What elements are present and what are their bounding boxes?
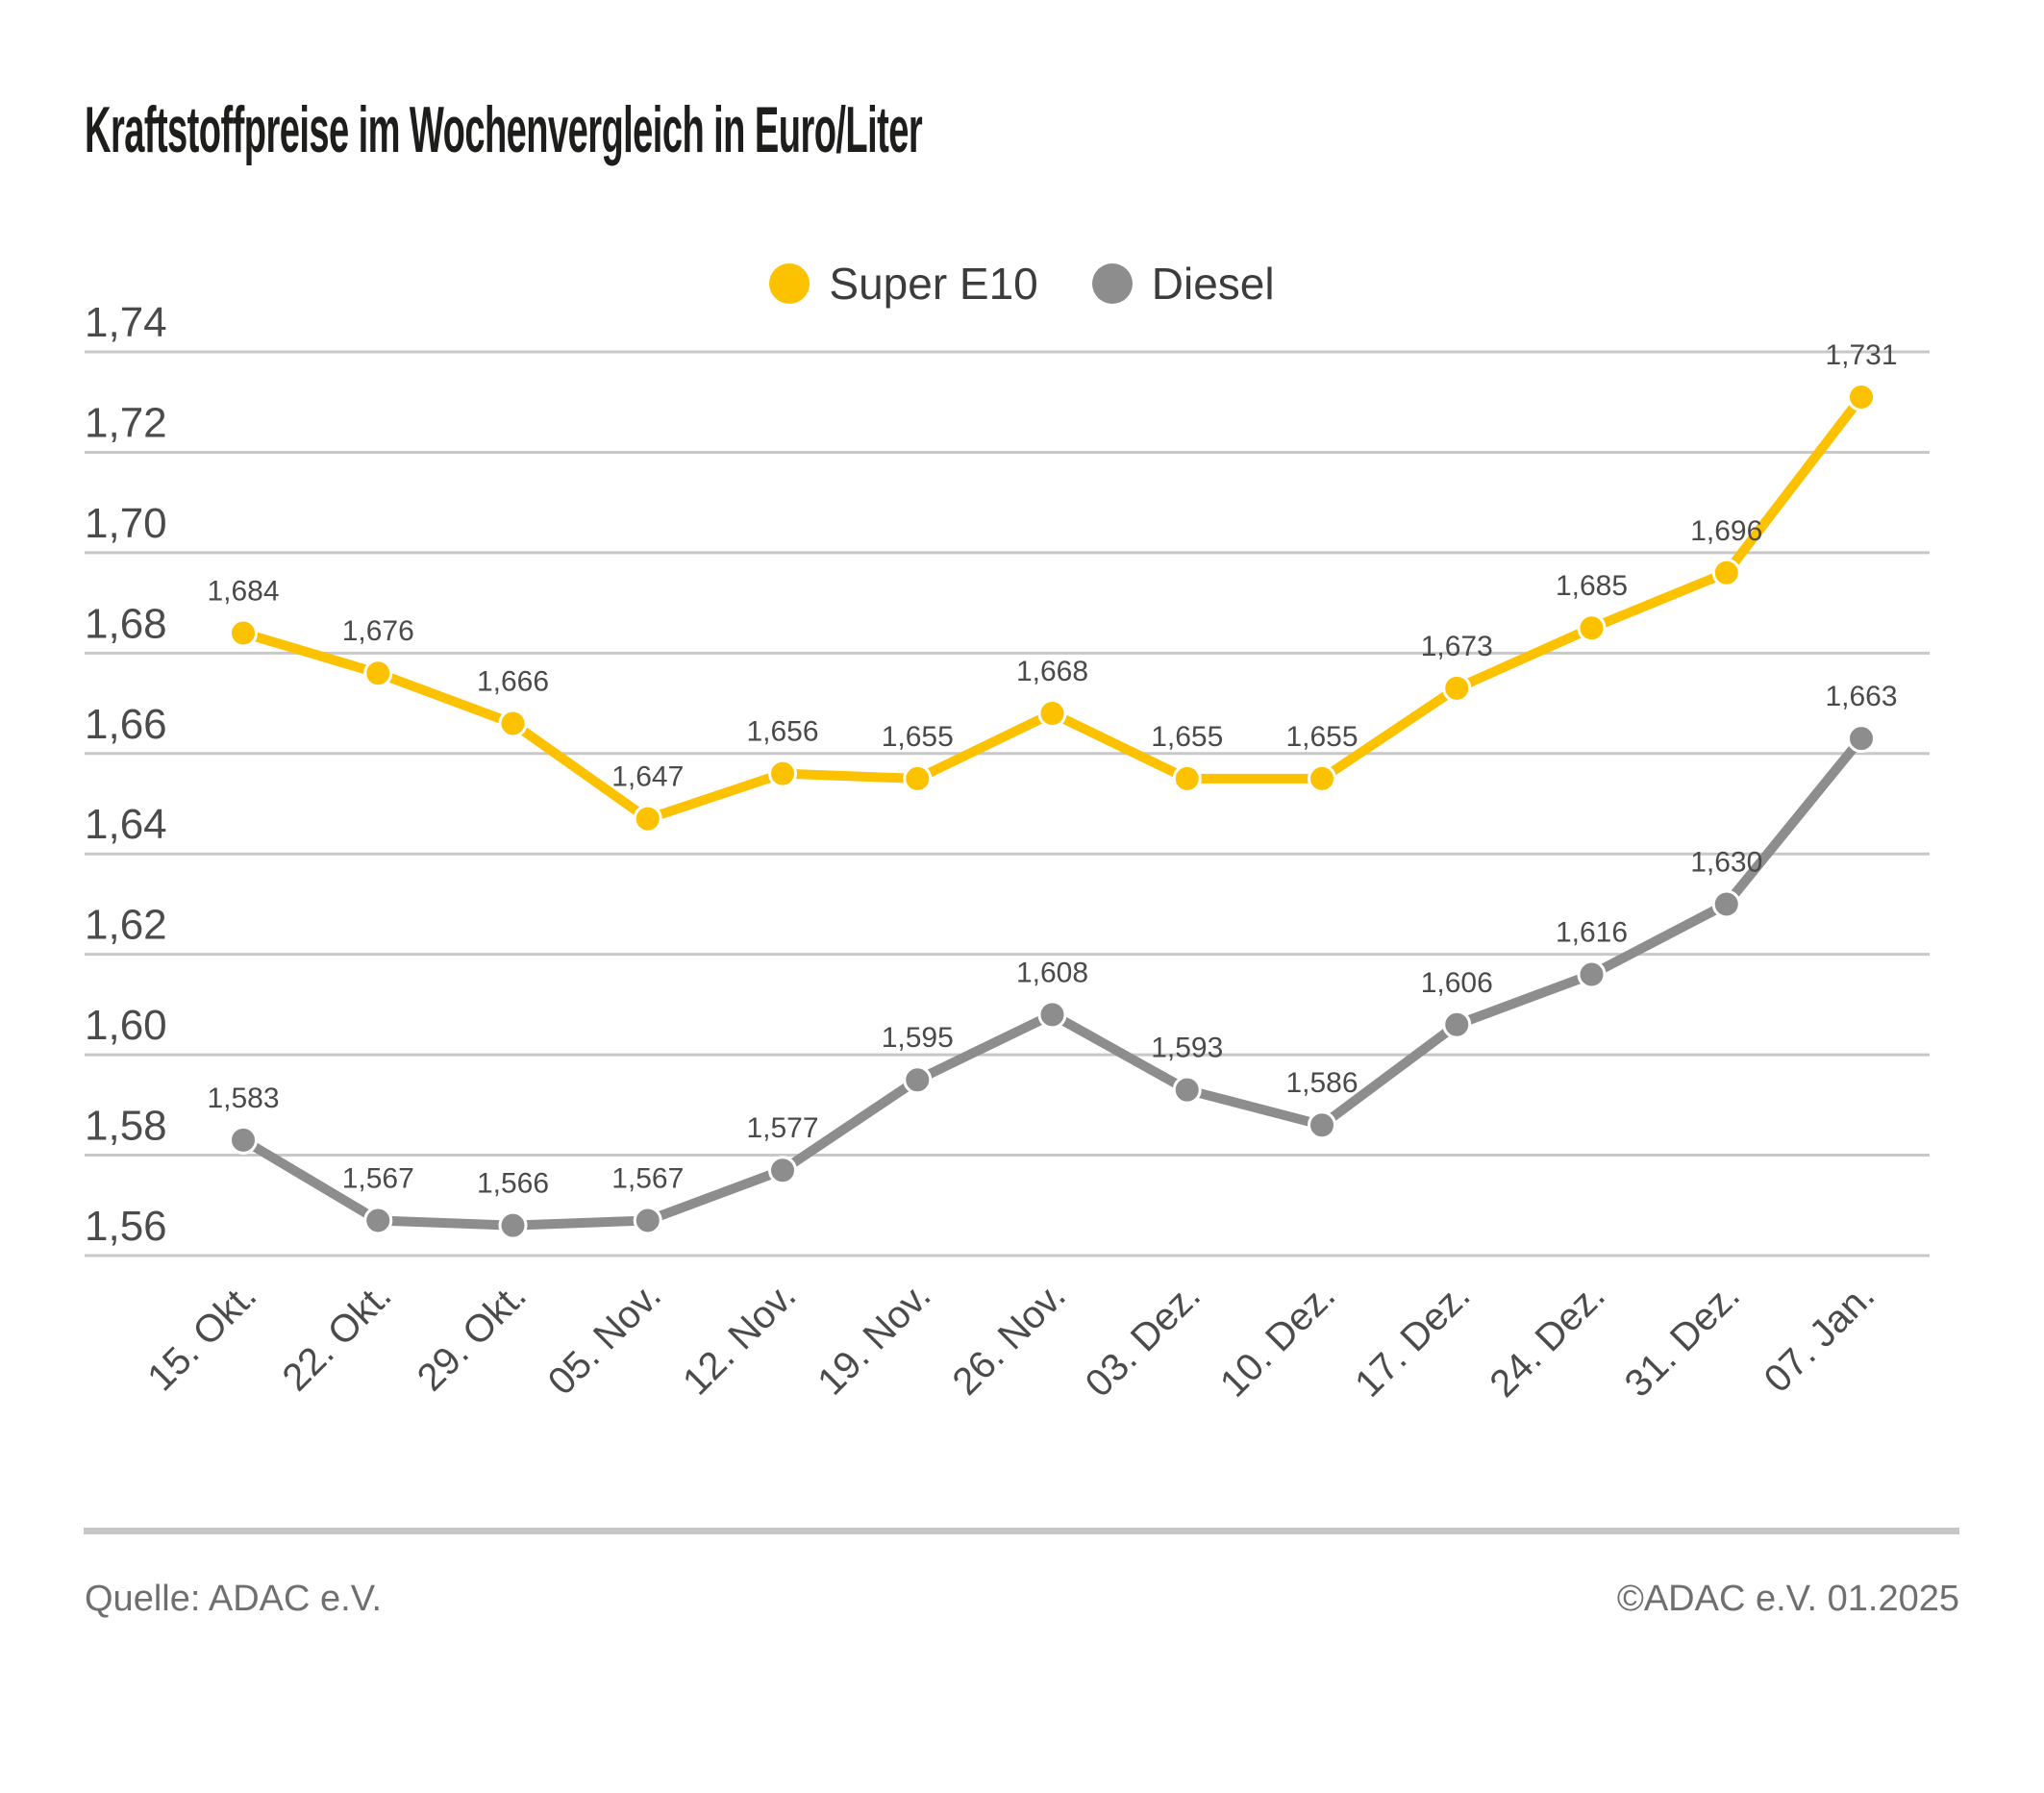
data-point-super-e10 (1174, 765, 1200, 791)
source-text: Quelle: ADAC e.V. (85, 1579, 383, 1619)
data-point-diesel (1444, 1011, 1470, 1037)
x-axis-label: 19. Nov. (810, 1274, 939, 1404)
value-label-diesel: 1,567 (341, 1162, 414, 1195)
data-point-diesel (1579, 961, 1605, 987)
x-axis-label: 17. Dez. (1347, 1274, 1479, 1406)
data-point-super-e10 (905, 765, 931, 791)
y-axis-tick-label: 1,74 (85, 299, 167, 346)
data-point-diesel (1849, 726, 1875, 752)
data-point-super-e10 (1579, 615, 1605, 641)
y-axis-tick-label: 1,68 (85, 600, 167, 648)
data-point-super-e10 (770, 760, 796, 786)
value-label-diesel: 1,567 (611, 1162, 685, 1195)
value-label-diesel: 1,630 (1690, 846, 1763, 879)
data-point-super-e10 (365, 660, 391, 686)
copyright-text: ©ADAC e.V. 01.2025 (1616, 1579, 1959, 1619)
value-label-diesel: 1,616 (1555, 916, 1629, 949)
y-axis-tick-label: 1,62 (85, 901, 167, 949)
data-point-super-e10 (635, 806, 661, 832)
value-label-diesel: 1,663 (1825, 681, 1898, 713)
value-label-super-e10: 1,684 (207, 575, 280, 608)
data-point-diesel (1309, 1112, 1335, 1138)
value-label-super-e10: 1,647 (611, 760, 685, 793)
value-label-diesel: 1,566 (476, 1167, 550, 1200)
value-label-diesel: 1,593 (1151, 1032, 1224, 1064)
value-label-super-e10: 1,685 (1555, 570, 1629, 603)
y-axis-tick-label: 1,66 (85, 700, 167, 748)
value-label-super-e10: 1,731 (1825, 339, 1898, 371)
y-axis-tick-label: 1,56 (85, 1203, 167, 1250)
x-axis-label: 31. Dez. (1616, 1274, 1749, 1406)
y-axis-tick-label: 1,72 (85, 399, 167, 447)
value-label-super-e10: 1,655 (1285, 720, 1359, 753)
data-point-super-e10 (1713, 560, 1739, 585)
y-axis-tick-label: 1,64 (85, 801, 167, 849)
y-axis-tick-label: 1,60 (85, 1002, 167, 1050)
data-point-super-e10 (231, 620, 257, 646)
value-label-super-e10: 1,655 (881, 720, 954, 753)
value-label-diesel: 1,583 (207, 1082, 280, 1114)
value-label-super-e10: 1,696 (1690, 514, 1763, 547)
data-point-diesel (635, 1208, 661, 1233)
data-point-super-e10 (1444, 675, 1470, 701)
x-axis-label: 29. Okt. (409, 1274, 535, 1400)
x-axis-label: 26. Nov. (944, 1274, 1074, 1404)
legend-label-diesel: Diesel (1151, 259, 1275, 309)
y-axis-tick-label: 1,70 (85, 499, 167, 547)
value-label-super-e10: 1,676 (341, 615, 414, 648)
value-label-diesel: 1,606 (1420, 966, 1493, 999)
data-point-super-e10 (500, 710, 526, 736)
value-label-super-e10: 1,673 (1420, 630, 1493, 662)
value-label-diesel: 1,577 (746, 1112, 819, 1145)
data-point-diesel (905, 1067, 931, 1093)
chart-title: Kraftstoffpreise im Wochenvergleich in Euro/Liter (85, 93, 923, 166)
x-axis-label: 03. Dez. (1077, 1274, 1209, 1406)
value-label-super-e10: 1,656 (746, 715, 819, 748)
value-label-super-e10: 1,668 (1015, 656, 1089, 687)
data-point-super-e10 (1309, 765, 1335, 791)
data-point-diesel (770, 1158, 796, 1183)
value-label-diesel: 1,608 (1015, 957, 1089, 989)
legend-label-super-e10: Super E10 (829, 259, 1038, 309)
value-label-super-e10: 1,655 (1151, 720, 1224, 753)
x-axis-label: 24. Dez. (1482, 1274, 1613, 1406)
x-axis-label: 10. Dez. (1211, 1274, 1344, 1406)
footer-divider-line (84, 1528, 1959, 1534)
x-axis-label: 22. Okt. (274, 1274, 400, 1400)
data-point-diesel (500, 1212, 526, 1238)
data-point-super-e10 (1849, 385, 1875, 411)
data-point-diesel (1039, 1002, 1065, 1028)
data-point-diesel (231, 1127, 257, 1153)
value-label-super-e10: 1,666 (476, 665, 550, 698)
value-label-diesel: 1,586 (1285, 1067, 1359, 1100)
value-label-diesel: 1,595 (881, 1022, 954, 1055)
x-axis-label: 07. Jan. (1756, 1274, 1883, 1402)
data-point-diesel (365, 1208, 391, 1233)
data-point-diesel (1713, 891, 1739, 917)
x-axis-label: 12. Nov. (675, 1274, 805, 1404)
x-axis-label: 05. Nov. (539, 1274, 670, 1404)
data-point-super-e10 (1039, 701, 1065, 727)
x-axis-label: 15. Okt. (139, 1274, 265, 1400)
data-point-diesel (1174, 1077, 1200, 1103)
series-line-super-e10 (243, 397, 1861, 819)
y-axis-tick-label: 1,58 (85, 1102, 167, 1150)
